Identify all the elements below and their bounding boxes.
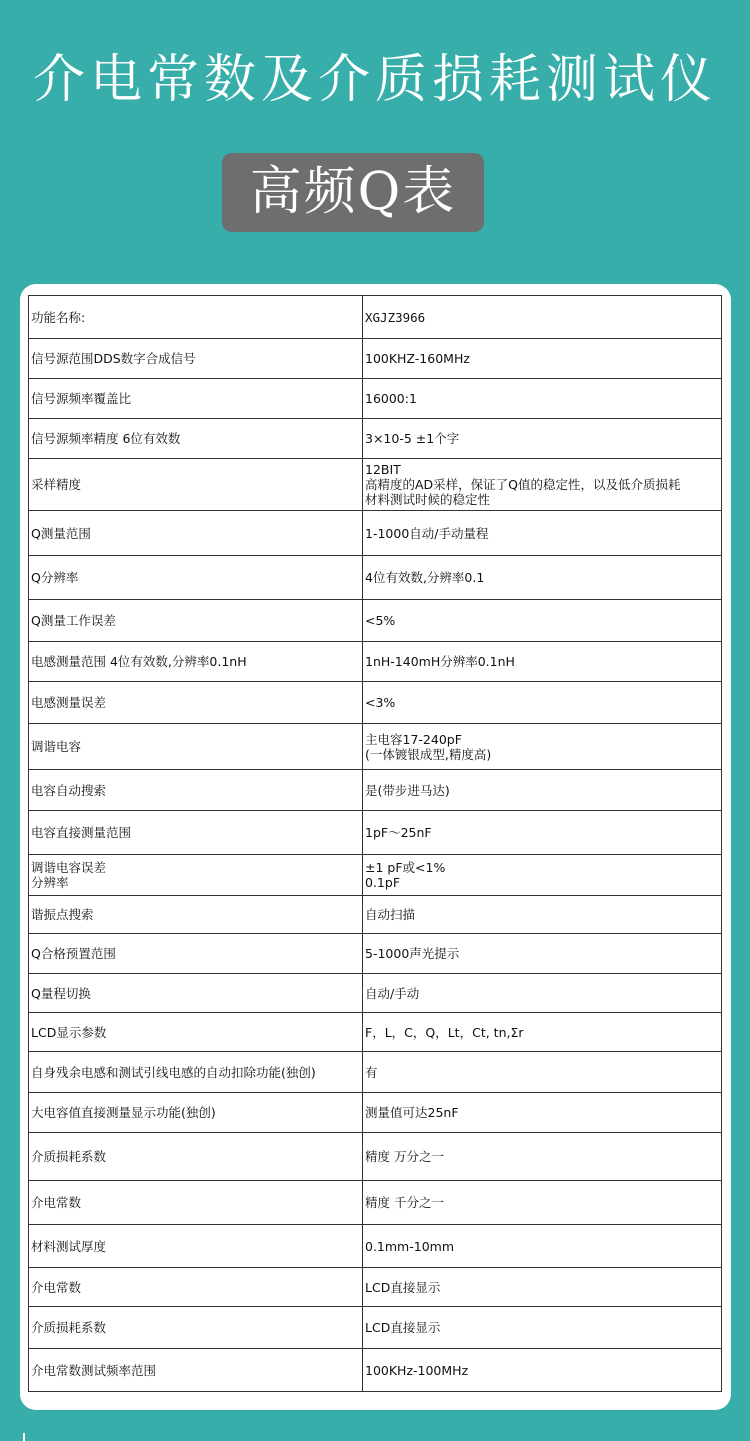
spec-label: Q合格预置范围 [29,934,363,974]
spec-label: 介电常数 [29,1268,363,1307]
spec-value [363,724,722,770]
spec-label: 电容自动搜索 [29,770,363,811]
spec-value-line: 材料测试时候的稳定性 [365,492,491,507]
table-row [29,724,722,770]
spec-label: 介质损耗系数 [29,1307,363,1349]
table-row [29,1133,722,1181]
page-title: 介电常数及介质损耗测试仪 [32,50,717,110]
table-row [29,1052,722,1093]
spec-value: 精度 千分之一 [363,1181,722,1225]
table-row [29,1013,722,1052]
spec-value: <5% [363,600,722,642]
spec-value: 1nH-140mH分辨率0.1nH [363,642,722,682]
table-row [29,1307,722,1349]
spec-label: 采样精度 [29,459,363,511]
spec-label: 信号源频率覆盖比 [29,379,363,419]
table-row [29,934,722,974]
spec-value: 是(带步进马达) [363,770,722,811]
spec-label: Q分辨率 [29,556,363,600]
spec-value: F，L，C，Q，Lt，Ct, tn,Σr [363,1013,722,1052]
subtitle-badge: 高频Q表 [222,153,484,232]
spec-value-line: 0.1pF [365,875,401,890]
spec-label: 调谐电容 [29,724,363,770]
spec-label-line: 分辨率 [31,875,69,890]
spec-value [363,855,722,896]
spec-value: XGJZ3966 [363,296,722,339]
spec-value: 自动/手动 [363,974,722,1013]
spec-value: 3×10-5 ±1个字 [363,419,722,459]
spec-value [363,459,722,511]
spec-value: 1-1000自动/手动量程 [363,511,722,556]
spec-label: 信号源范围DDS数字合成信号 [29,339,363,379]
spec-label: Q测量范围 [29,511,363,556]
spec-value-line: 主电容17-240pF [365,731,462,747]
spec-value: 100KHZ-160MHz [363,339,722,379]
spec-value: 1pF～25nF [363,811,722,855]
bottom-edge-mark [23,1433,25,1441]
table-row [29,379,722,419]
spec-label-line: 调谐电容误差 [31,860,107,875]
spec-label: LCD显示参数 [29,1013,363,1052]
spec-label: 信号源频率精度 6位有效数 [29,419,363,459]
spec-label: 介电常数测试频率范围 [29,1349,363,1392]
spec-label: 电容直接测量范围 [29,811,363,855]
spec-value-line: 高精度的AD采样，保证了Q值的稳定性，以及低介质损耗 [365,477,681,492]
spec-value-line: ±1 pF或<1% [365,860,446,875]
spec-label: Q测量工作误差 [29,600,363,642]
table-row [29,339,722,379]
spec-label: 电感测量范围 4位有效数,分辨率0.1nH [29,642,363,682]
spec-value: 有 [363,1052,722,1093]
spec-value: 5-1000声光提示 [363,934,722,974]
table-row [29,642,722,682]
spec-label [29,855,363,896]
spec-label: 介质损耗系数 [29,1133,363,1181]
spec-label: 介电常数 [29,1181,363,1225]
spec-value: <3% [363,682,722,724]
spec-value: LCD直接显示 [363,1268,722,1307]
spec-label: 功能名称: [29,296,363,339]
spec-label: 材料测试厚度 [29,1225,363,1268]
table-row [29,811,722,855]
table-row [29,1181,722,1225]
table-row [29,459,722,511]
table-row [29,682,722,724]
table-row [29,1268,722,1307]
spec-value-line: 12BIT [365,462,401,477]
spec-value: 16000:1 [363,379,722,419]
table-row [29,296,722,339]
table-row [29,770,722,811]
table-row [29,511,722,556]
spec-value: 100KHz-100MHz [363,1349,722,1392]
table-row [29,600,722,642]
spec-label: Q量程切换 [29,974,363,1013]
table-row [29,419,722,459]
table-row [29,556,722,600]
table-row [29,1093,722,1133]
table-row [29,1349,722,1392]
table-row [29,974,722,1013]
spec-label: 自身残余电感和测试引线电感的自动扣除功能(独创) [29,1052,363,1093]
spec-value: 自动扫描 [363,896,722,934]
table-row [29,1225,722,1268]
spec-value: LCD直接显示 [363,1307,722,1349]
spec-label: 电感测量误差 [29,682,363,724]
table-row [29,896,722,934]
spec-table [28,295,722,1392]
spec-value: 4位有效数,分辨率0.1 [363,556,722,600]
table-row [29,855,722,896]
spec-value: 0.1mm-10mm [363,1225,722,1268]
spec-label: 大电容值直接测量显示功能(独创) [29,1093,363,1133]
spec-label: 谐振点搜索 [29,896,363,934]
spec-value: 测量值可达25nF [363,1093,722,1133]
spec-value-line: (一体镀银成型,精度高) [365,746,492,762]
spec-value: 精度 万分之一 [363,1133,722,1181]
